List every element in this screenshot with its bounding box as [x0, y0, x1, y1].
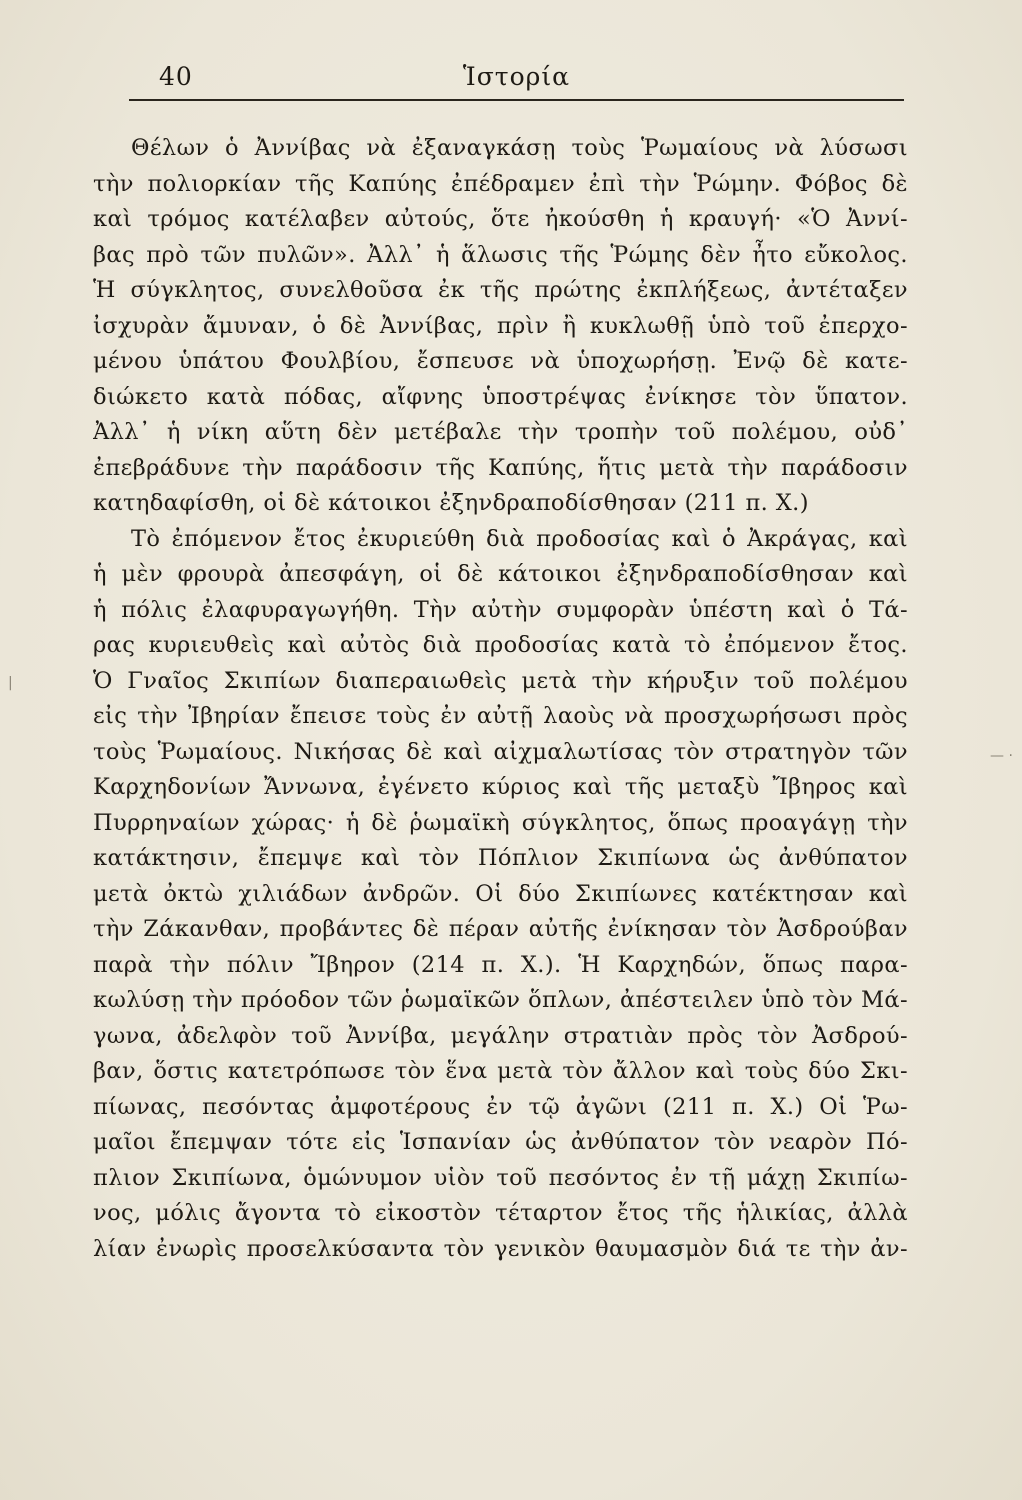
margin-tick: |	[8, 675, 13, 691]
text-line: λίαν ἐνωρὶς προσελκύσαντα τὸν γενικὸν θαυμασμὸν διά τε τὴν ἀν-	[93, 1235, 908, 1262]
text-line: μετὰ ὀκτὼ χιλιάδων ἀνδρῶν. Οἱ δύο Σκιπίωνες κατέκτησαν καὶ	[93, 880, 908, 907]
text-line: κατάκτησιν, ἔπεμψε καὶ τὸν Πόπλιον Σκιπίωνα ὡς ἀνθύπατον	[93, 845, 908, 871]
page-number: 40	[159, 62, 193, 91]
header-rule	[129, 99, 904, 101]
text-line: Θέλων ὁ Ἀννίβας νὰ ἐξαναγκάσῃ τοὺς Ῥωμαίους νὰ λύσωσι	[131, 135, 908, 161]
text-line: Καρχηδονίων Ἄννωνα, ἐγένετο κύριος καὶ τῆς μεταξὺ Ἴβηρος καὶ	[93, 774, 908, 800]
text-line: γωνα, ἀδελφὸν τοῦ Ἀννίβα, μεγάλην στρατιὰν πρὸς τὸν Ἀσδρού-	[93, 1022, 908, 1049]
text-line: Ἀλλ᾽ ἡ νίκη αὕτη δὲν μετέβαλε τὴν τροπὴν τοῦ πολέμου, οὐδ᾽	[93, 419, 908, 445]
page-header	[129, 60, 904, 100]
text-line: καὶ τρόμος κατέλαβεν αὐτούς, ὅτε ἠκούσθη ἡ κραυγή· «Ὁ Ἀννί-	[93, 206, 908, 232]
margin-dash: — ·	[990, 748, 1013, 764]
text-line: τοὺς Ῥωμαίους. Νικήσας δὲ καὶ αἰχμαλωτίσας τὸν στρατηγὸν τῶν	[93, 738, 908, 765]
text-line: κατηδαφίσθη, οἱ δὲ κάτοικοι ἐξηνδραποδίσθησαν (211 π. Χ.)	[93, 490, 809, 516]
text-line: Τὸ ἐπόμενον ἔτος ἐκυριεύθη διὰ προδοσίας καὶ ὁ Ἀκράγας, καὶ	[131, 525, 908, 552]
text-line: πλιον Σκιπίωνα, ὁμώνυμον υἱὸν τοῦ πεσόντος ἐν τῇ μάχῃ Σκιπίω-	[93, 1164, 908, 1191]
text-line: εἰς τὴν Ἰβηρίαν ἔπεισε τοὺς ἐν αὐτῇ λαοὺς νὰ προσχωρήσωσι πρὸς	[93, 703, 908, 729]
text-line: νος, μόλις ἄγοντα τὸ εἰκοστὸν τέταρτον ἔτος τῆς ἡλικίας, ἀλλὰ	[93, 1200, 908, 1226]
text-line: ἡ πόλις ἐλαφυραγωγήθη. Τὴν αὐτὴν συμφορὰν ὑπέστη καὶ ὁ Τά-	[93, 596, 908, 623]
text-line: τὴν πολιορκίαν τῆς Καπύης ἐπέδραμεν ἐπὶ τὴν Ῥώμην. Φόβος δὲ	[93, 170, 908, 197]
text-line: τὴν Ζάκανθαν, προβάντες δὲ πέραν αὐτῆς ἐνίκησαν τὸν Ἀσδρούβαν	[93, 916, 908, 942]
text-line: βαν, ὅστις κατετρόπωσε τὸν ἕνα μετὰ τὸν ἄλλον καὶ τοὺς δύο Σκι-	[93, 1058, 908, 1084]
text-line: Ὁ Γναῖος Σκιπίων διαπεραιωθεὶς μετὰ τὴν κήρυξιν τοῦ πολέμου	[93, 667, 908, 694]
text-line: βας πρὸ τῶν πυλῶν». Ἀλλ᾽ ἡ ἅλωσις τῆς Ῥώμης δὲν ἦτο εὔκολος.	[93, 241, 908, 268]
text-line: μαῖοι ἔπεμψαν τότε εἰς Ἱσπανίαν ὡς ἀνθύπατον τὸν νεαρὸν Πό-	[93, 1129, 908, 1155]
body-text	[93, 131, 908, 1267]
text-line: κωλύσῃ τὴν πρόοδον τῶν ῥωμαϊκῶν ὅπλων, ἀπέστειλεν ὑπὸ τὸν Μά-	[93, 987, 908, 1013]
text-line: διώκετο κατὰ πόδας, αἴφνης ὑποστρέψας ἐνίκησε τὸν ὕπατον.	[93, 383, 908, 410]
text-line: πίωνας, πεσόντας ἀμφοτέρους ἐν τῷ ἀγῶνι (211 π. Χ.) Οἱ Ῥω-	[93, 1093, 908, 1120]
text-line: Πυρρηναίων χώρας· ἡ δὲ ῥωμαϊκὴ σύγκλητος, ὅπως προαγάγῃ τὴν	[93, 809, 908, 836]
running-title: Ἱστορία	[462, 62, 571, 91]
text-line: ἐπεβράδυνε τὴν παράδοσιν τῆς Καπύης, ἥτις μετὰ τὴν παράδοσιν	[93, 454, 908, 481]
text-line: ρας κυριευθεὶς καὶ αὐτὸς διὰ προδοσίας κατὰ τὸ ἐπόμενον ἔτος.	[93, 632, 908, 658]
text-line: ἰσχυρὰν ἄμυναν, ὁ δὲ Ἀννίβας, πρὶν ἢ κυκλωθῇ ὑπὸ τοῦ ἐπερχο-	[93, 312, 908, 339]
text-line: παρὰ τὴν πόλιν Ἴβηρον (214 π. Χ.). Ἡ Καρχηδών, ὅπως παρα-	[93, 951, 908, 978]
text-line: μένου ὑπάτου Φουλβίου, ἔσπευσε νὰ ὑποχωρήσῃ. Ἐνῷ δὲ κατε-	[93, 348, 908, 374]
text-line: Ἡ σύγκλητος, συνελθοῦσα ἐκ τῆς πρώτης ἐκπλήξεως, ἀντέταξεν	[93, 277, 908, 303]
text-line: ἡ μὲν φρουρὰ ἀπεσφάγη, οἱ δὲ κάτοικοι ἐξηνδραποδίσθησαν καὶ	[93, 561, 908, 587]
